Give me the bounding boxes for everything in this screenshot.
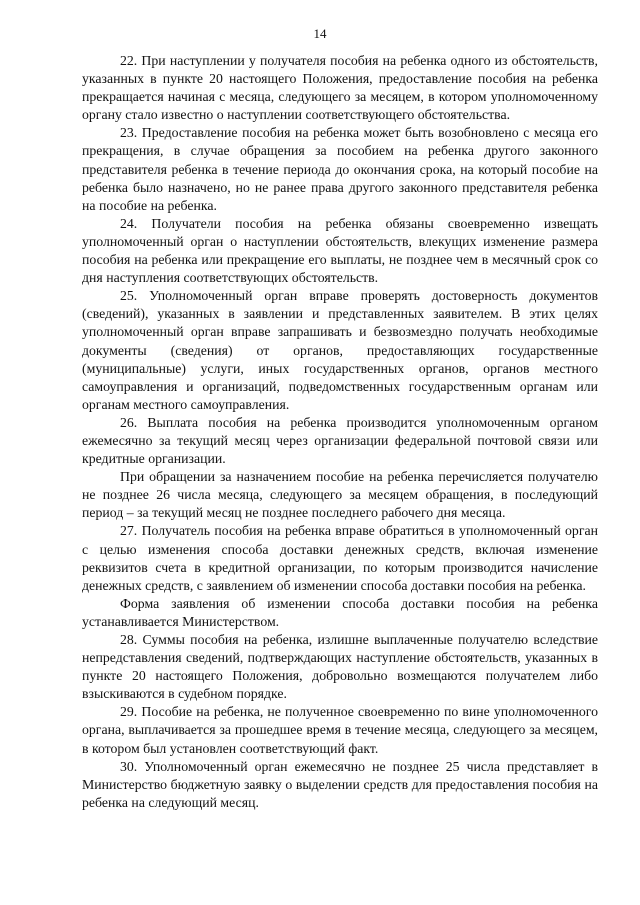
paragraph-22: 22. При наступлении у получателя пособия на ребенка одного из обстоятельств, указанных в пункте 20 настоящего Положения, предоставление пособия на ребенка прекращается начиная с месяца, следующего за месяцем, в котором уполномоченному органу стало известно о наступлении соответствующего обстоятельства. <box>82 53 598 123</box>
paragraph-27-continued: Форма заявления об изменении способа доставки пособия на ребенка устанавливается Министерством. <box>82 595 598 629</box>
paragraph-27: 27. Получатель пособия на ребенка вправе обратиться в уполномоченный орган с целью изменения способа доставки денежных средств, включая изменение реквизитов счета в кредитной организации, по которым производится начисление денежных средств, с заявлением об изменении способа доставки пособия на ребенка. <box>82 523 598 593</box>
paragraph-28: 28. Суммы пособия на ребенка, излишне выплаченные получателю вследствие непредставления сведений, подтверждающих наступление обстоятельств, указанных в пункте 20 настоящего Положения, добровольно возмещаются получателем либо взыскиваются в судебном порядке. <box>82 632 598 702</box>
document-body <box>82 52 598 812</box>
paragraph-29: 29. Пособие на ребенка, не полученное своевременно по вине уполномоченного органа, выплачивается за прошедшее время в течение месяца, следующего за месяцем, в котором был установлен соответствующий факт. <box>82 704 598 756</box>
paragraph-24: 24. Получатели пособия на ребенка обязаны своевременно извещать уполномоченный орган о наступлении обстоятельств, влекущих изменение размера пособия на ребенка или прекращение его выплаты, не позднее чем в месячный срок со дня наступления соответствующих обстоятельств. <box>82 215 598 286</box>
paragraph-26-continued: При обращении за назначением пособие на ребенка перечисляется получателю не позднее 26 числа месяца, следующего за месяцем обращения, в последующий период – за текущий месяц не позднее последнего рабочего дня месяца. <box>82 469 598 521</box>
paragraph-23: 23. Предоставление пособия на ребенка может быть возобновлено с месяца его прекращения, в случае обращения за пособием на ребенка другого законного представителя ребенка в течение периода до окончания срока, на который пособие на ребенка было назначено, но не ранее права другого законного представителя ребенка на пособие на ребенка. <box>82 125 598 213</box>
page-number: 14 <box>313 26 327 41</box>
paragraph-25: 25. Уполномоченный орган вправе проверять достоверность документов (сведений), указанных в заявлении и представленных заявителем. В этих целях уполномоченный орган вправе запрашивать и безвозмездно получать необходимые документы (сведения) от органов, предоставляющих государственные (муниципальные) услуги, иных государственных органов, органов местного самоуправления и организаций, подведомственных государственным органам или органам местного самоуправления. <box>82 288 598 412</box>
paragraph-30: 30. Уполномоченный орган ежемесячно не позднее 25 числа представляет в Министерство бюджетную заявку о выделении средств для предоставления пособия на ребенка на следующий месяц. <box>82 758 598 810</box>
paragraph-26: 26. Выплата пособия на ребенка производится уполномоченным органом ежемесячно за текущий месяц через организации федеральной почтовой связи или кредитные организации. <box>82 414 598 467</box>
